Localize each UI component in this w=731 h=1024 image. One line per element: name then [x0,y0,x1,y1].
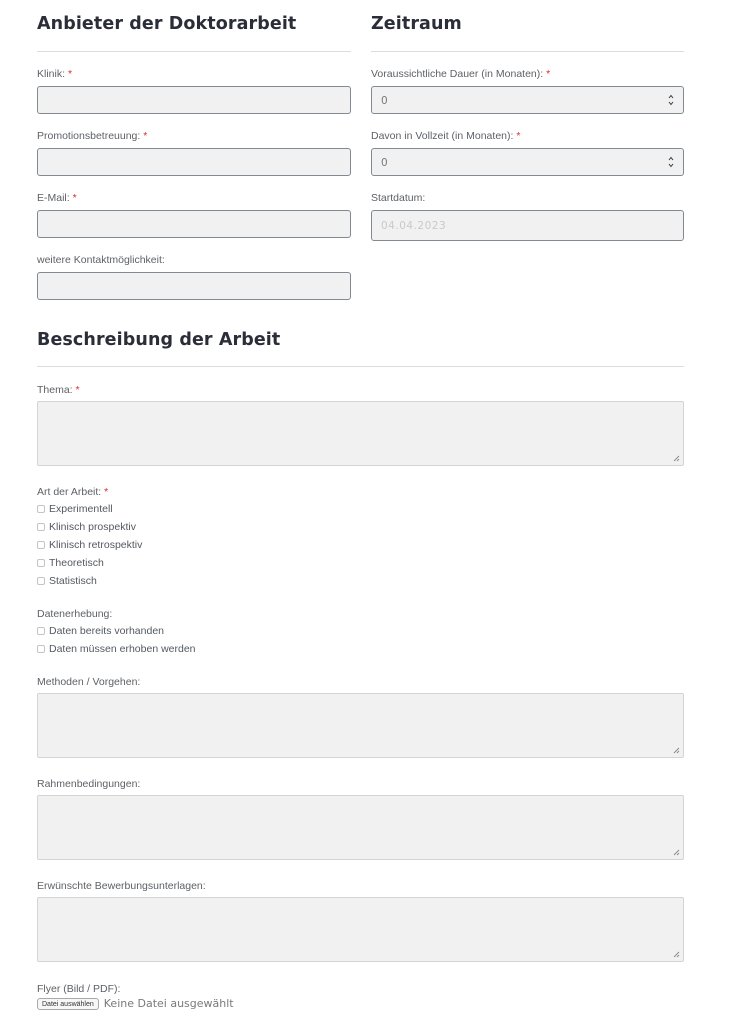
section-title-anbieter: Anbieter der Doktorarbeit [37,14,297,34]
thema-textarea[interactable] [37,401,684,466]
klinik-label: Klinik: * [37,68,73,80]
resize-handle-icon[interactable] [672,454,680,462]
spinner-icon[interactable] [668,93,674,107]
spinner-icon[interactable] [668,155,674,169]
bewerbung-textarea[interactable] [37,897,684,962]
duration-number-input[interactable] [371,86,684,114]
daten-checkbox-group [37,622,196,658]
section-title-beschreibung: Beschreibung der Arbeit [37,330,281,350]
flyer-label: Flyer (Bild / PDF): [37,983,121,995]
checkbox-option-klinisch-retrospektiv[interactable]: Klinisch retrospektiv [37,536,142,554]
checkbox-option-daten-erheben[interactable]: Daten müssen erhoben werden [37,640,196,658]
bewerbung-label: Erwünschte Bewerbungsunterlagen: [37,880,206,892]
file-status-text: Keine Datei ausgewählt [103,997,234,1010]
fulltime-value: 0 [381,157,388,169]
methoden-textarea[interactable] [37,693,684,758]
section-divider [37,51,351,52]
art-label: Art der Arbeit: * [37,486,109,498]
checkbox[interactable] [37,541,45,549]
checkbox[interactable] [37,559,45,567]
start-date-input[interactable] [371,210,684,241]
section-divider [371,51,684,52]
promotion-label: Promotionsbetreuung: * [37,130,148,142]
thema-label: Thema: * [37,384,80,396]
fulltime-label: Davon in Vollzeit (in Monaten): * [371,130,521,142]
resize-handle-icon[interactable] [672,848,680,856]
duration-label: Voraussichtliche Dauer (in Monaten): * [371,68,551,80]
checkbox-option-theoretisch[interactable]: Theoretisch [37,554,142,572]
file-choose-button[interactable]: Datei auswählen [37,998,99,1010]
email-label: E-Mail: * [37,192,77,204]
contact-input[interactable] [37,272,351,300]
checkbox-option-daten-vorhanden[interactable]: Daten bereits vorhanden [37,622,196,640]
methoden-label: Methoden / Vorgehen: [37,676,141,688]
checkbox[interactable] [37,645,45,653]
fulltime-number-input[interactable] [371,148,684,176]
rahmen-textarea[interactable] [37,795,684,860]
checkbox-option-klinisch-prospektiv[interactable]: Klinisch prospektiv [37,518,142,536]
checkbox-option-experimentell[interactable]: Experimentell [37,500,142,518]
checkbox[interactable] [37,505,45,513]
start-date-placeholder: 04.04.2023 [381,220,447,232]
art-checkbox-group [37,500,142,590]
contact-label: weitere Kontaktmöglichkeit: [37,254,165,266]
resize-handle-icon[interactable] [672,746,680,754]
daten-label: Datenerhebung: [37,608,113,620]
section-divider [37,366,684,367]
klinik-input[interactable] [37,86,351,114]
section-title-zeitraum: Zeitraum [371,14,462,34]
flyer-file-input[interactable] [37,997,234,1010]
rahmen-label: Rahmenbedingungen: [37,778,141,790]
start-date-label: Startdatum: [371,192,426,204]
resize-handle-icon[interactable] [672,950,680,958]
checkbox[interactable] [37,577,45,585]
checkbox[interactable] [37,523,45,531]
promotion-input[interactable] [37,148,351,176]
duration-value: 0 [381,95,388,107]
email-input[interactable] [37,210,351,238]
checkbox-option-statistisch[interactable]: Statistisch [37,572,142,590]
checkbox[interactable] [37,627,45,635]
